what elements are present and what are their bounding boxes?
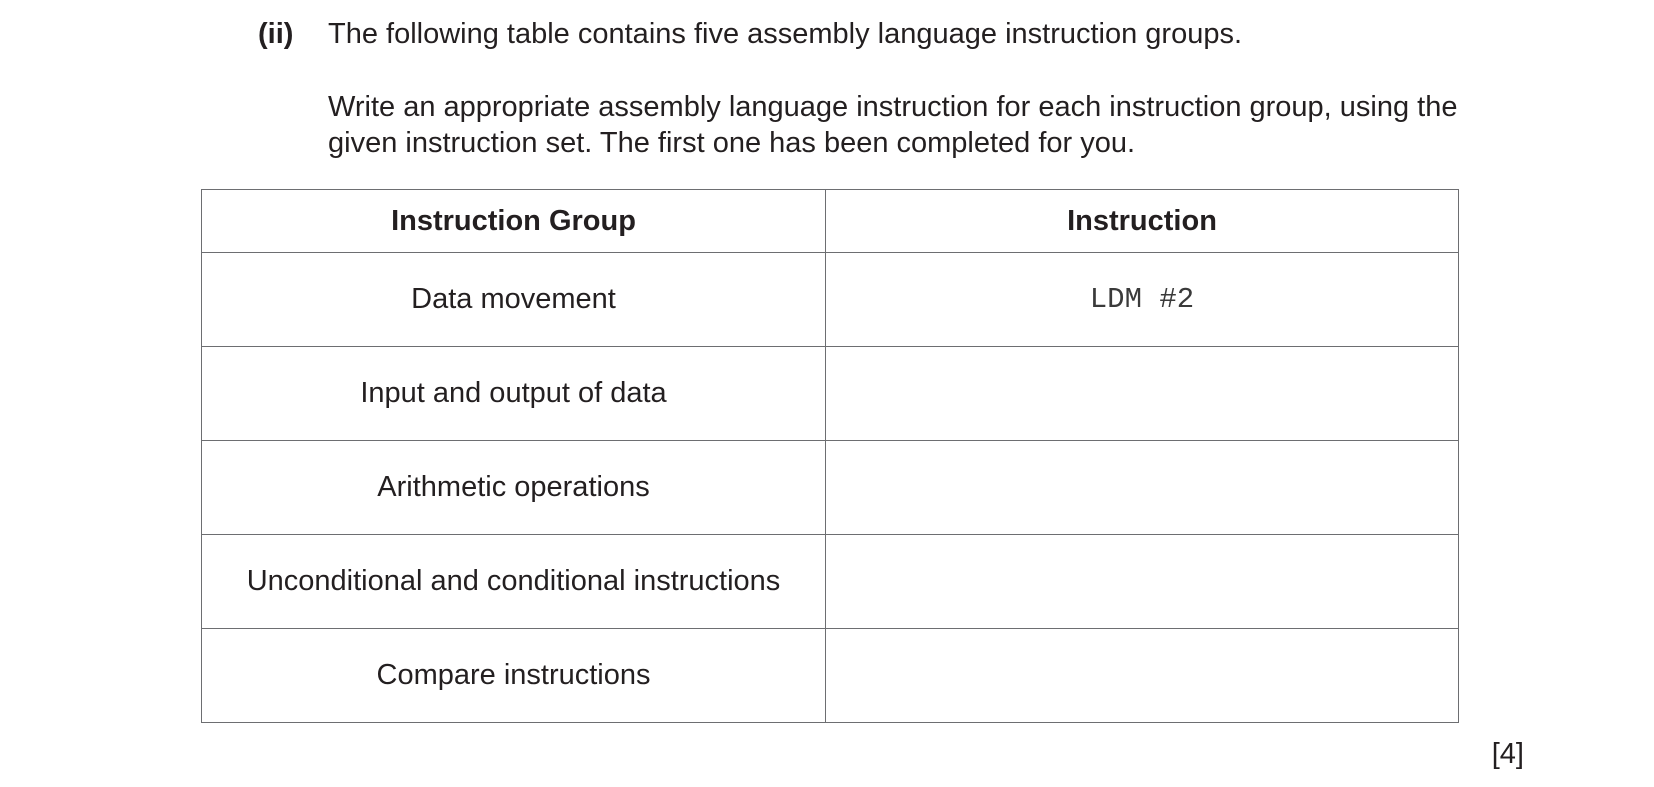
instruction-answer-cell[interactable] [826,535,1459,629]
instruction-table [201,189,1459,723]
instruction-line: Write an appropriate assembly language instruction for each instruction group, using the [328,91,1458,123]
instruction-group-cell: Arithmetic operations [202,441,826,535]
instruction-group-cell: Unconditional and conditional instructions [202,535,826,629]
table-row [202,629,1459,723]
instruction-group-cell: Compare instructions [202,629,826,723]
instruction-answer-cell[interactable] [826,441,1459,535]
instruction-line: given instruction set. The first one has been completed for you. [328,127,1136,159]
instruction-group-cell: Data movement [202,253,826,347]
table-header-row [202,190,1459,253]
question-instructions [328,89,1528,161]
question-intro: The following table contains five assembly language instruction groups. [328,18,1243,50]
instruction-group-cell: Input and output of data [202,347,826,441]
instruction-answer-cell: LDM #2 [826,253,1459,347]
marks-label: [4] [1491,738,1524,770]
column-header-instruction: Instruction [826,190,1459,253]
instruction-answer-cell[interactable] [826,629,1459,723]
column-header-instruction-group: Instruction Group [202,190,826,253]
instruction-answer-cell[interactable] [826,347,1459,441]
table-row [202,253,1459,347]
table-row [202,535,1459,629]
part-label: (ii) [258,18,294,50]
table-row [202,441,1459,535]
table-row [202,347,1459,441]
